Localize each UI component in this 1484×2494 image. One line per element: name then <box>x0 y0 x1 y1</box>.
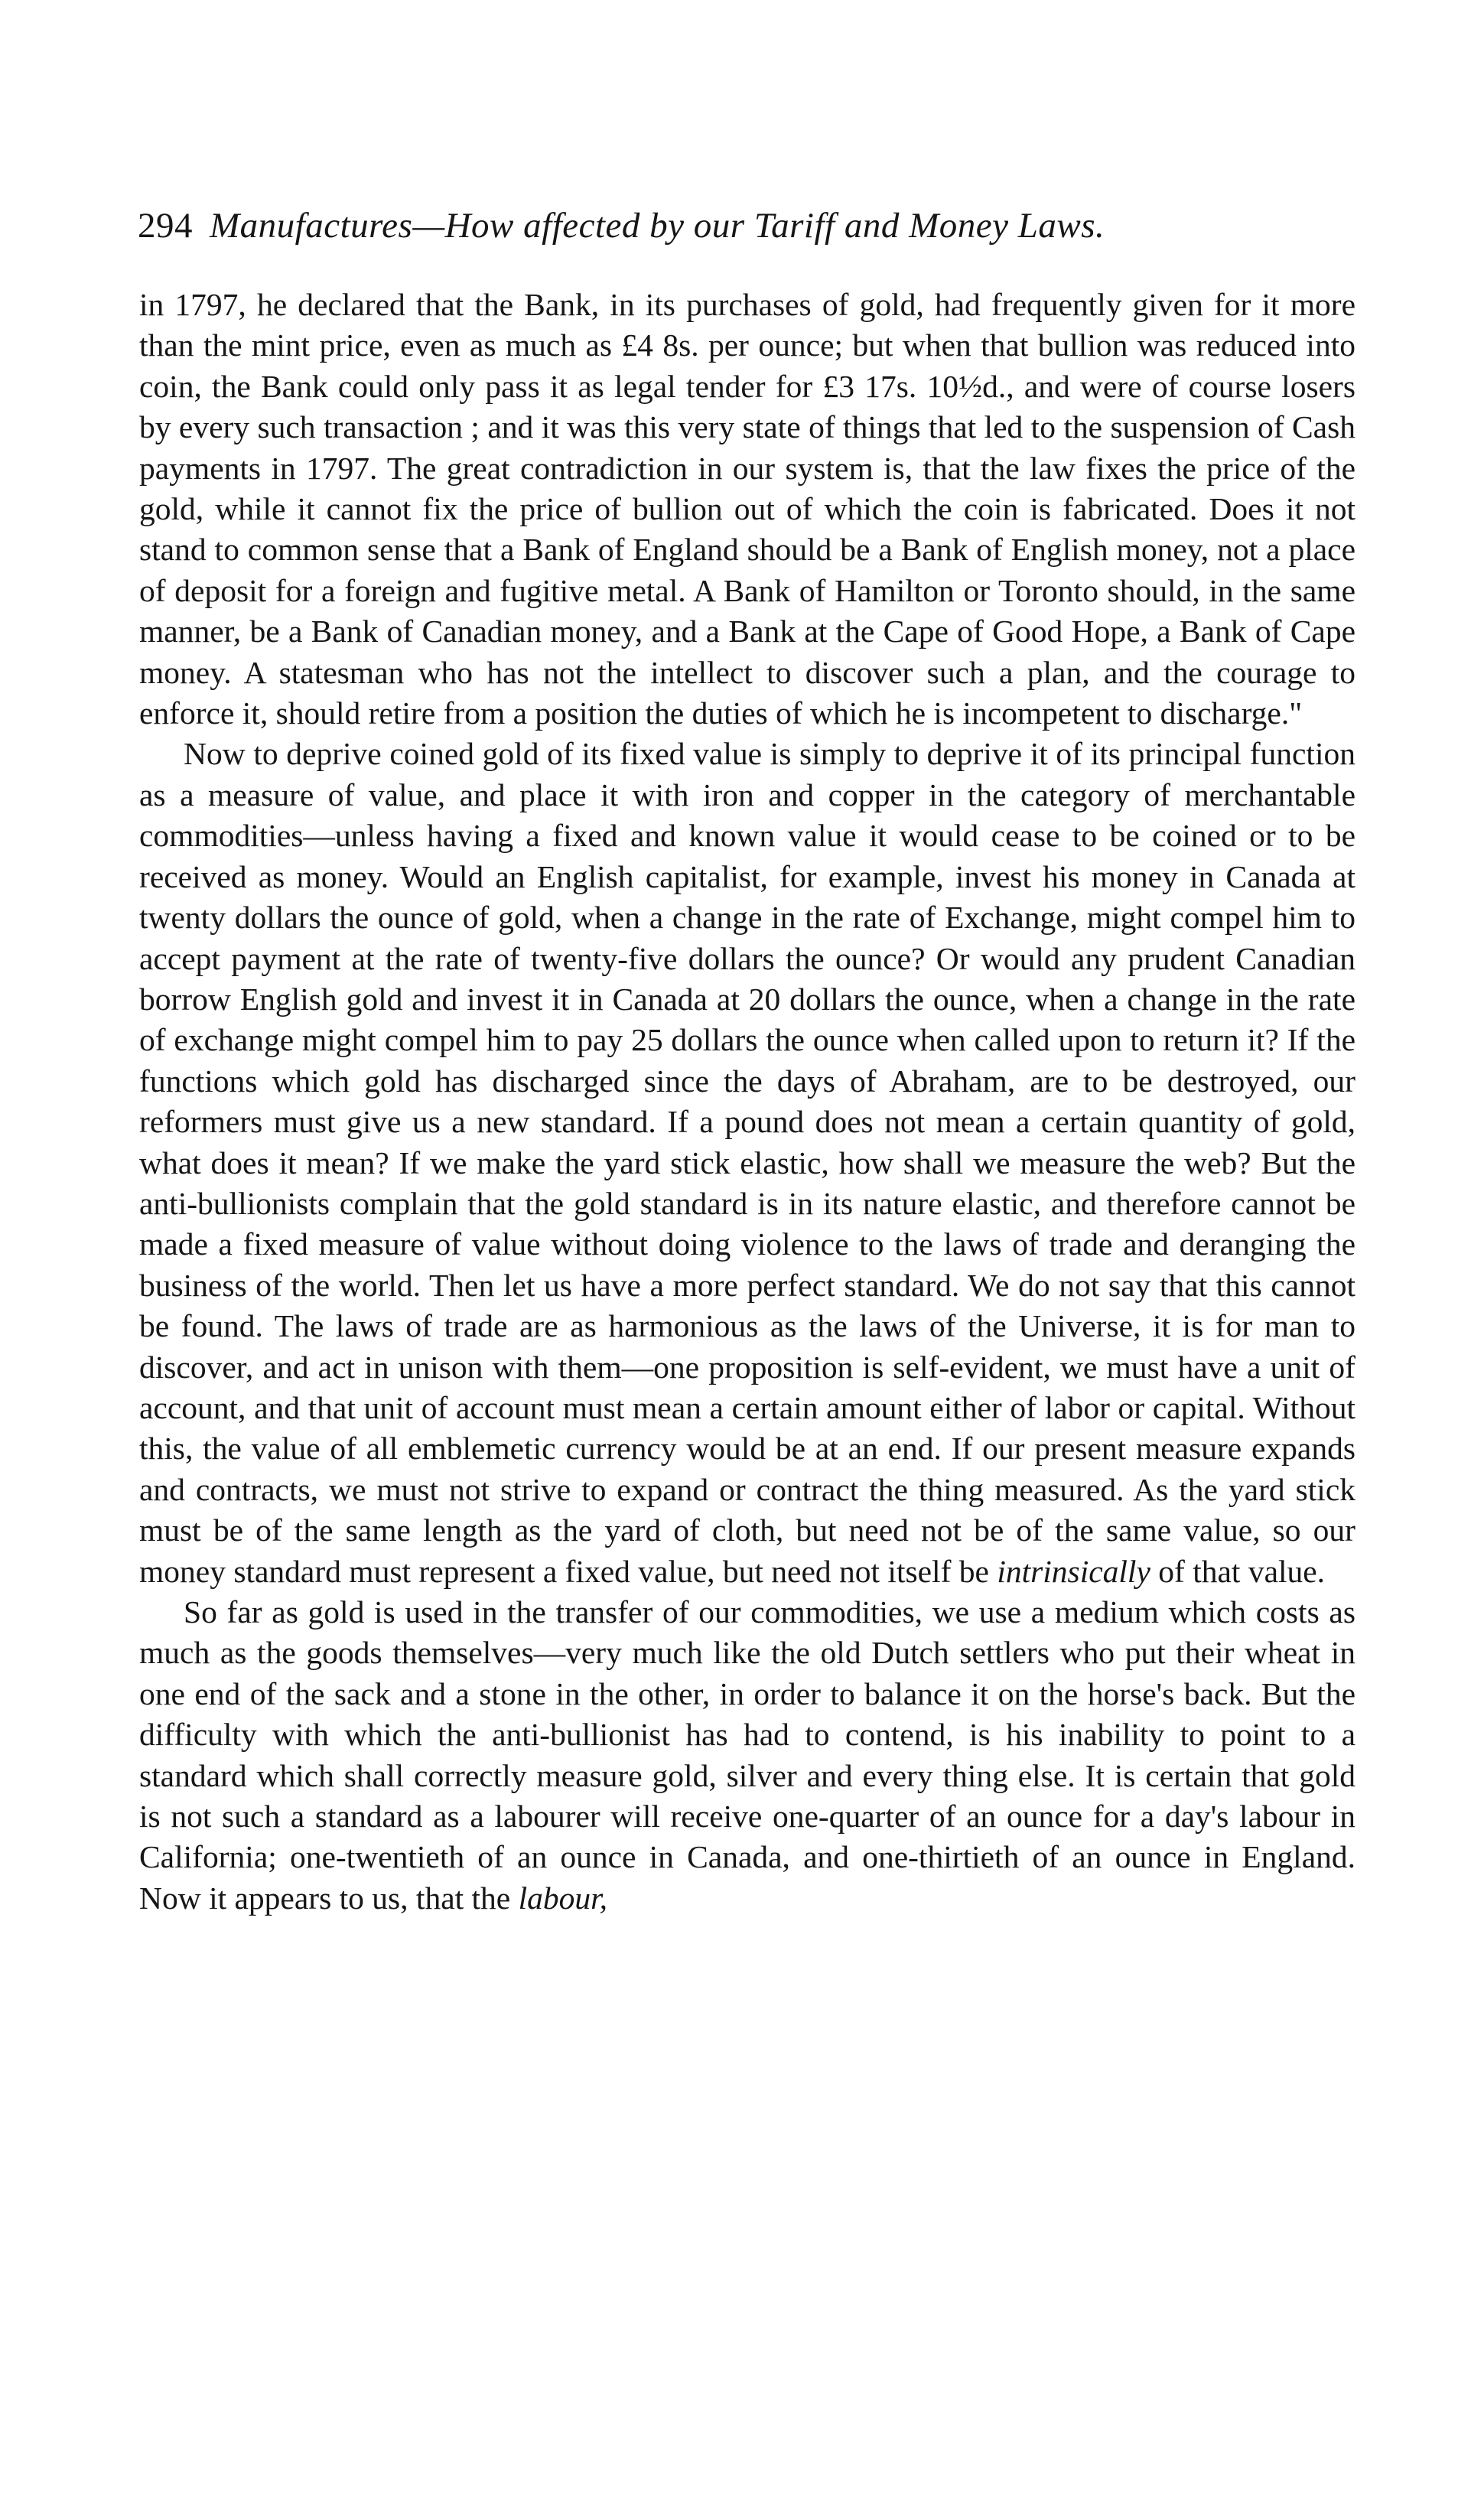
paragraph-3-italic-word: labour, <box>518 1880 608 1916</box>
paragraph-3 <box>139 1592 1355 1919</box>
paragraph-1 <box>139 285 1355 734</box>
body-text <box>139 285 1355 1919</box>
paragraph-3-text: So far as gold is used in the transfer of our commodities, we use a medium which costs as much as the goods themselves—very much like the old Dutch settlers who put their wheat in one end of the sack and a stone in the other, in order to balance it on the horse's back. But the difficulty with which the anti-bullionist has had to contend, is his inability to point to a standard which shall correctly measure gold, silver and every thing else. It is certain that gold is not such a standard as a labourer will receive one-quarter of an ounce for a day's labour in California; one-twentieth of an ounce in Canada, and one-thirtieth of an ounce in England. Now it appears to us, that the <box>139 1594 1355 1916</box>
paragraph-2 <box>139 734 1355 1592</box>
paragraph-2-italic-word: intrinsically <box>997 1553 1150 1589</box>
running-title: Manufactures—How affected by our Tariff and Money Laws. <box>210 206 1105 246</box>
paragraph-2-tail: of that value. <box>1150 1553 1326 1589</box>
paragraph-2-text: Now to deprive coined gold of its fixed value is simply to deprive it of its principal function as a measure of value, and place it with iron and copper in the category of merchantable commodities—unless having a fixed and known value it would cease to be coined or to be received as money. Would an English capitalist, for example, invest his money in Canada at twenty dollars the ounce of gold, when a change in the rate of Exchange, might compel him to accept payment at the rate of twenty-five dollars the ounce? Or would any prudent Canadian borrow English gold and invest it in Canada at 20 dollars the ounce, when a change in the rate of exchange might compel him to pay 25 dollars the ounce when called upon to return it? If the functions which gold has discharged since the days of Abraham, are to be destroyed, our reformers must give us a new standard. If a pound does not mean a certain quantity of gold, what does it mean? If we make the yard stick elastic, how shall we measure the web? But the anti-bullionists complain that the gold standard is in its nature elastic, and therefore cannot be made a fixed measure of value without doing violence to the laws of trade and deranging the business of the world. Then let us have a more perfect standard. We do not say that this cannot be found. The laws of trade are as harmonious as the laws of the Universe, it is for man to discover, and act in unison with them—one proposition is self-evident, we must have a unit of account, and that unit of account must mean a certain amount either of labor or capital. Without this, the value of all emblemetic currency would be at an end. If our present measure expands and contracts, we must not strive to expand or contract the thing measured. As the yard stick must be of the same length as the yard of cloth, but need not be of the same value, so our money standard must represent a fixed value, but need not itself be <box>139 736 1355 1589</box>
page-number: 294 <box>138 206 193 246</box>
running-header <box>138 203 1362 249</box>
paragraph-1-text: in 1797, he declared that the Bank, in its purchases of gold, had frequently given for it more than the mint price, even as much as £4 8s. per ounce; but when that bullion was reduced into coin, the Bank could only pass it as legal tender for £3 17s. 10½d., and were of course losers by every such transaction ; and it was this very state of things that led to the suspension of Cash payments in 1797. The great contradiction in our system is, that the law fixes the price of the gold, while it cannot fix the price of bullion out of which the coin is fabricated. Does it not stand to common sense that a Bank of England should be a Bank of English money, not a place of deposit for a foreign and fugitive metal. A Bank of Hamilton or Toronto should, in the same manner, be a Bank of Canadian money, and a Bank at the Cape of Good Hope, a Bank of Cape money. A statesman who has not the intellect to discover such a plan, and the courage to enforce it, should retire from a position the duties of which he is incompetent to discharge." <box>139 287 1355 731</box>
